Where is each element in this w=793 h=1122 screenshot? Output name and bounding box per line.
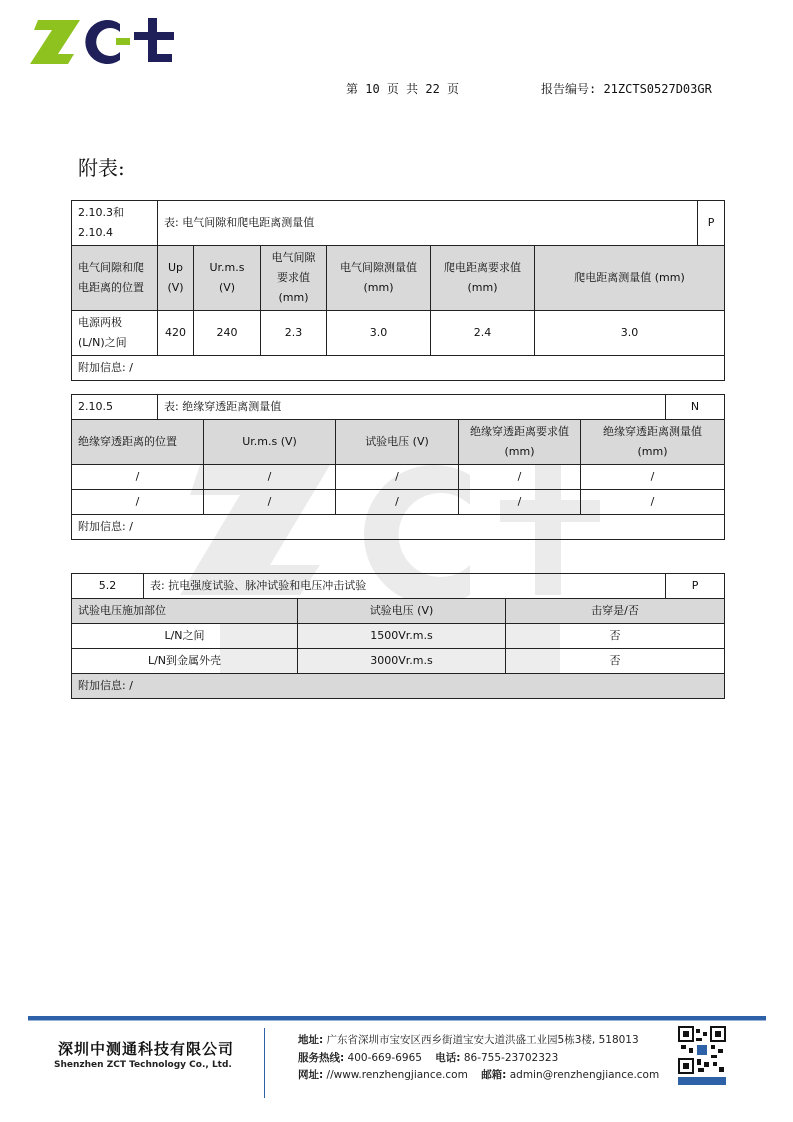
footer-divider-thin bbox=[28, 1020, 766, 1021]
table-cell: 3.0 bbox=[327, 311, 431, 356]
appendix-title: 附表: bbox=[78, 156, 125, 180]
table-cell: / bbox=[336, 465, 459, 490]
column-header: Ur.m.s (V) bbox=[204, 420, 336, 465]
additional-info: 附加信息: / bbox=[72, 674, 725, 699]
table-cell: L/N之间 bbox=[72, 624, 298, 649]
company-logo bbox=[30, 14, 180, 72]
column-header: 试验电压 (V) bbox=[298, 599, 506, 624]
mail-value: admin@renzhengjiance.com bbox=[509, 1069, 660, 1081]
additional-info: 附加信息: / bbox=[72, 515, 725, 540]
column-header: 电气间隙和爬电距离的位置 bbox=[72, 246, 158, 311]
table-header-row bbox=[72, 420, 725, 465]
table-cell: 否 bbox=[506, 624, 725, 649]
hotline-label: 服务热线: bbox=[298, 1052, 345, 1064]
verdict: P bbox=[666, 574, 725, 599]
dielectric-strength-table bbox=[71, 573, 725, 699]
column-header: Up (V) bbox=[158, 246, 194, 311]
address-value: 广东省深圳市宝安区西乡街道宝安大道洪盛工业园5栋3楼, 518013 bbox=[326, 1034, 639, 1046]
table-cell: 1500Vr.m.s bbox=[298, 624, 506, 649]
footer-address bbox=[298, 1032, 639, 1047]
table-row bbox=[72, 649, 725, 674]
company-name-cn: 深圳中测通科技有限公司 bbox=[58, 1040, 235, 1058]
table-cell: 420 bbox=[158, 311, 194, 356]
column-header: 试验电压施加部位 bbox=[72, 599, 298, 624]
column-header: 绝缘穿透距离要求值 (mm) bbox=[459, 420, 581, 465]
table-cell: 否 bbox=[506, 649, 725, 674]
table-header-row bbox=[72, 599, 725, 624]
phone-label: 电话: bbox=[435, 1052, 461, 1064]
table-cell: 2.4 bbox=[431, 311, 535, 356]
phone-value: 86-755-23702323 bbox=[463, 1052, 559, 1064]
qr-code-icon bbox=[678, 1026, 726, 1074]
company-name-en: Shenzhen ZCT Technology Co., Ltd. bbox=[54, 1060, 232, 1070]
table-cell: / bbox=[72, 465, 204, 490]
table-cell: L/N到金属外壳 bbox=[72, 649, 298, 674]
column-header: 绝缘穿透距离的位置 bbox=[72, 420, 204, 465]
table-cell: / bbox=[581, 465, 725, 490]
address-label: 地址: bbox=[298, 1034, 324, 1046]
mail-label: 邮箱: bbox=[481, 1069, 507, 1081]
table-row bbox=[72, 624, 725, 649]
additional-info: 附加信息: / bbox=[72, 356, 725, 381]
column-header: 电气间隙测量值 (mm) bbox=[327, 246, 431, 311]
column-header: 击穿是/否 bbox=[506, 599, 725, 624]
table-cell: 3.0 bbox=[535, 311, 725, 356]
qr-caption bbox=[678, 1077, 726, 1085]
table-cell: / bbox=[459, 465, 581, 490]
column-header: 绝缘穿透距离测量值 (mm) bbox=[581, 420, 725, 465]
web-label: 网址: bbox=[298, 1069, 324, 1081]
web-value: //www.renzhengjiance.com bbox=[326, 1069, 468, 1081]
verdict: N bbox=[666, 395, 725, 420]
table-cell: / bbox=[204, 490, 336, 515]
column-header: 爬电距离要求值 (mm) bbox=[431, 246, 535, 311]
table-cell: 240 bbox=[194, 311, 261, 356]
footer-phones bbox=[298, 1050, 558, 1065]
clause-number: 2.10.5 bbox=[72, 395, 158, 420]
table-title: 表: 抗电强度试验、脉冲试验和电压冲击试验 bbox=[144, 574, 666, 599]
insulation-distance-table bbox=[71, 394, 725, 540]
page-header bbox=[0, 80, 793, 98]
page-number: 第 10 页 共 22 页 bbox=[346, 82, 460, 96]
table-cell: / bbox=[581, 490, 725, 515]
table-cell: 3000Vr.m.s bbox=[298, 649, 506, 674]
table-cell: / bbox=[72, 490, 204, 515]
column-header: Ur.m.s (V) bbox=[194, 246, 261, 311]
table-title: 表: 电气间隙和爬电距离测量值 bbox=[158, 201, 698, 246]
clause-number: 5.2 bbox=[72, 574, 144, 599]
table-row bbox=[72, 490, 725, 515]
column-header: 试验电压 (V) bbox=[336, 420, 459, 465]
table-cell: / bbox=[459, 490, 581, 515]
table-cell: / bbox=[336, 490, 459, 515]
footer-separator bbox=[264, 1028, 265, 1098]
report-number: 报告编号: 21ZCTS0527D03GR bbox=[541, 82, 712, 96]
verdict: P bbox=[698, 201, 725, 246]
table-cell: 电源两极 (L/N)之间 bbox=[72, 311, 158, 356]
table-row bbox=[72, 465, 725, 490]
table-header-row bbox=[72, 246, 725, 311]
table-cell: 2.3 bbox=[261, 311, 327, 356]
table-cell: / bbox=[204, 465, 336, 490]
footer-web bbox=[298, 1067, 659, 1082]
table-title: 表: 绝缘穿透距离测量值 bbox=[158, 395, 666, 420]
column-header: 爬电距离测量值 (mm) bbox=[535, 246, 725, 311]
clearance-creepage-table bbox=[71, 200, 725, 381]
column-header: 电气间隙要求值 (mm) bbox=[261, 246, 327, 311]
hotline-value: 400-669-6965 bbox=[347, 1052, 422, 1064]
table-row bbox=[72, 311, 725, 356]
clause-number: 2.10.3和2.10.4 bbox=[72, 201, 158, 246]
